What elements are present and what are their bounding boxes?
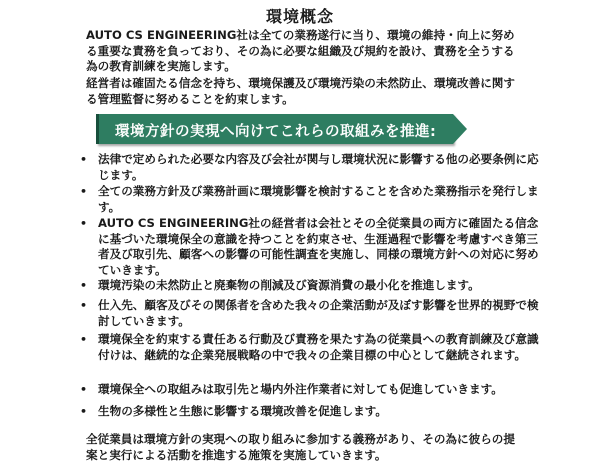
list-item (80, 382, 540, 398)
list-item-text: AUTO CS ENGINEERING社の経営者は会社とその全従業員の両方に確固たる信念に基づいた環境保全の意識を持つことを約束させ、生涯過程で影響を考慮すべき第三者及び取引先、顧客への影響の可能性調査を実施し、同様の環境方針への対応に努めていきます。 (98, 216, 539, 277)
list-item (80, 298, 540, 329)
list-item-text: 環境汚染の未然防止と廃棄物の削減及び資源消費の最小化を推進します。 (98, 278, 480, 292)
policy-banner (96, 114, 453, 144)
footer-statement (86, 432, 526, 463)
intro-section-2 (86, 76, 526, 107)
bullet-icon: • (80, 299, 88, 312)
page-title: 環境概念 (265, 7, 334, 26)
list-item (80, 404, 540, 420)
list-item-text: 仕入先、顧客及びその関係者を含めた我々の企業活動が及ぼす影響を世界的視野で検討していきます。 (98, 298, 539, 328)
list-item-text: 法律で定められた必要な内容及び会社が関与し環境状況に影響する他の必要条例に応じます。 (98, 152, 539, 182)
intro-paragraph-1: AUTO CS ENGINEERING社は全ての業務遂行に当り、環境の維持・向上に努める重要な責務を負っており、その為に必要な組織及び規約を設け、責務を全うする為の教育訓練を実施します。 (86, 28, 515, 73)
list-item-text: 生物の多様性と生態に影響する環境改善を促進します。 (98, 404, 387, 418)
list-item (80, 184, 540, 215)
list-item (80, 152, 540, 183)
policy-banner-label: 環境方針の実現へ向けてこれらの取組みを推進: (115, 124, 437, 140)
list-item-text: 環境保全を約束する責任ある行動及び責務を果たす為の従業員への教育訓練及び意識付けは、継続的な企業発展戦略の中で我々の企業目標の中心として継続されます。 (98, 332, 539, 362)
intro-section (86, 28, 526, 75)
bullet-icon: • (80, 279, 88, 292)
footer-text: 全従業員は環境方針の実現への取り組みに参加する義務があり、その為に彼らの提案と実行による活動を推進する施策を実施していきます。 (86, 432, 515, 462)
bullet-icon: • (80, 405, 88, 418)
bullet-icon: • (80, 185, 88, 198)
list-item (80, 216, 540, 278)
bullet-icon: • (80, 333, 88, 346)
list-item-text: 環境保全への取組みは取引先と場内外注作業者に対しても促進していきます。 (98, 382, 503, 396)
list-item-text: 全ての業務方針及び業務計画に環境影響を検討することを含めた業務指示を発行します。 (98, 184, 539, 214)
bullet-icon: • (80, 383, 88, 396)
list-item (80, 332, 540, 363)
bullet-icon: • (80, 217, 88, 230)
bullet-icon: • (80, 153, 88, 166)
intro-paragraph-2: 経営者は確固たる信念を持ち、環境保護及び環境汚染の未然防止、環境改善に関する管理監督に努めることを約束します。 (86, 76, 515, 106)
list-item (80, 278, 540, 294)
